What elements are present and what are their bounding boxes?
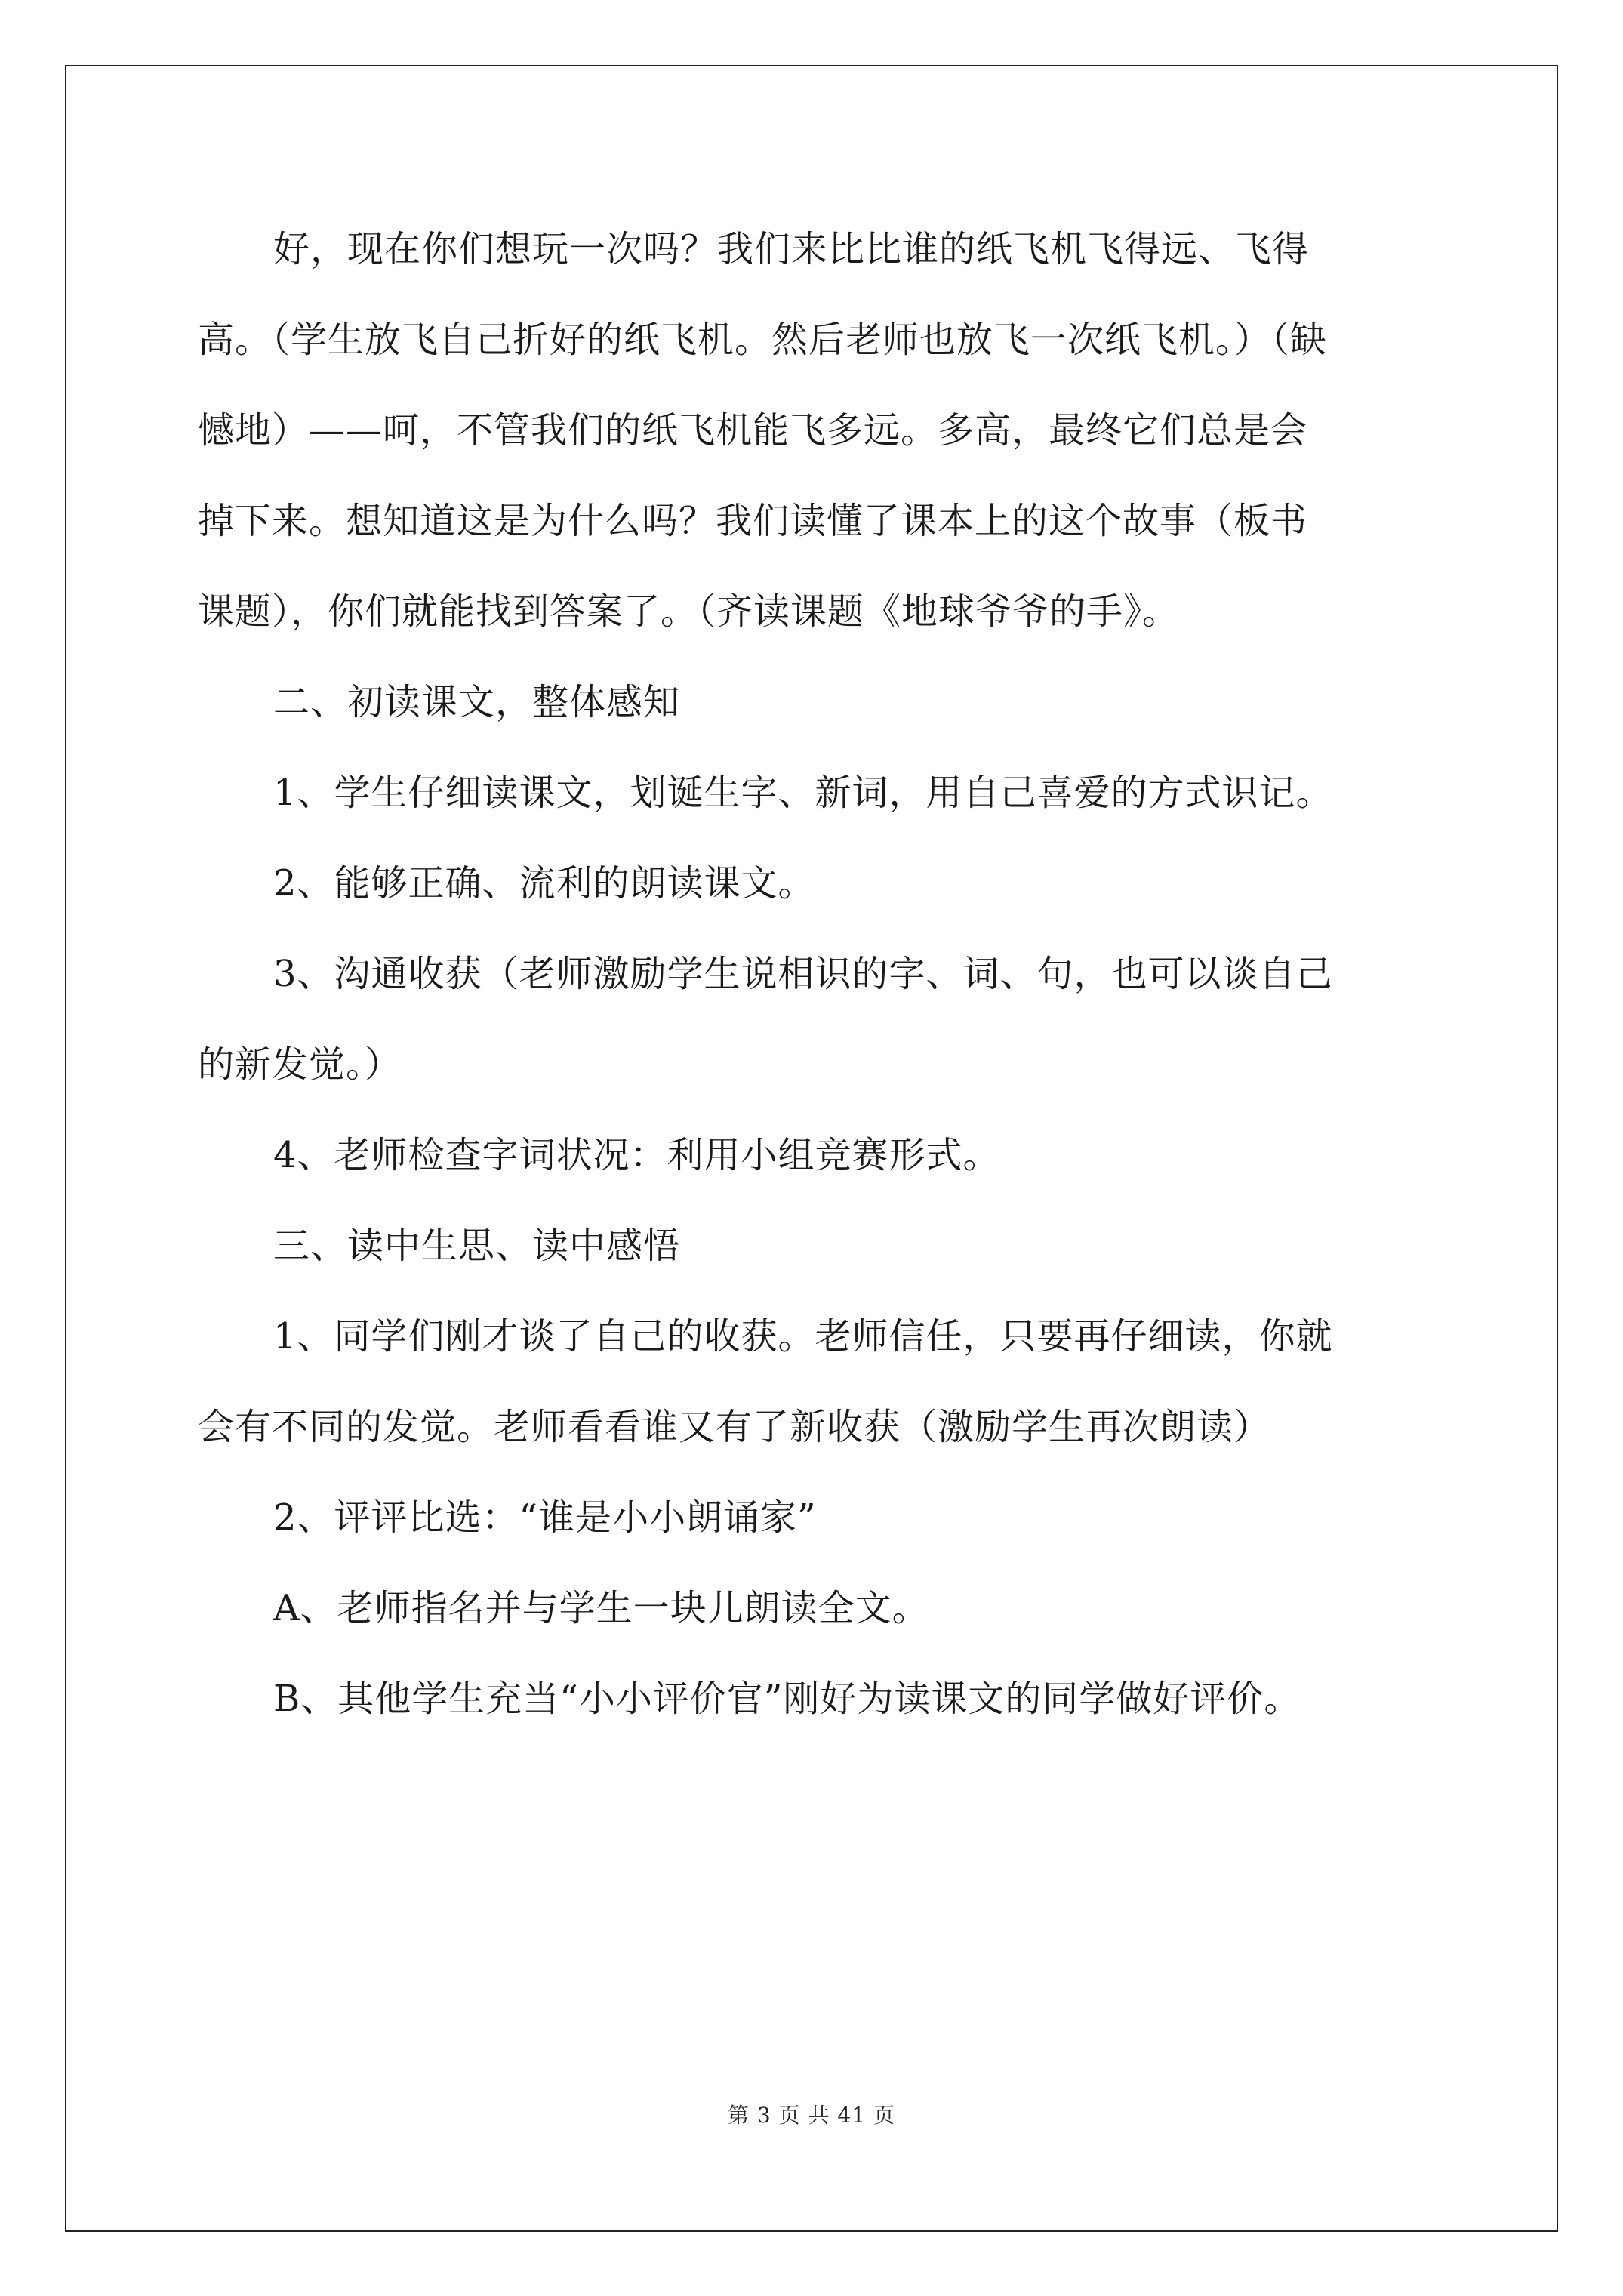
list-item: 2、能够正确、流利的朗读课文。 xyxy=(273,862,815,905)
list-item: 4、老师检查字词状况：利用小组竞赛形式。 xyxy=(273,1134,1000,1176)
list-item-continuation: 的新发觉。） xyxy=(198,1043,402,1086)
paragraph-line: 憾地）——呵，不管我们的纸飞机能飞多远。多高，最终它们总是会 xyxy=(198,409,1308,451)
list-item: 2、评评比选：“谁是小小朗诵家” xyxy=(273,1496,817,1539)
list-item: 3、沟通收获（老师激励学生说相识的字、词、句，也可以谈自己 xyxy=(273,953,1333,995)
section-heading: 二、初读课文，整体感知 xyxy=(273,681,681,723)
list-item: 1、学生仔细读课文，划诞生字、新词，用自己喜爱的方式识记。 xyxy=(273,772,1333,814)
paragraph-line: 课题），你们就能找到答案了。（齐读课题《地球爷爷的手》。 xyxy=(198,590,1180,633)
list-item: A、老师指名并与学生一块儿朗读全文。 xyxy=(273,1587,929,1629)
document-body xyxy=(198,204,1443,1744)
paragraph-line: 好，现在你们想玩一次吗？我们来比比谁的纸飞机飞得远、飞得 xyxy=(273,228,1310,270)
paragraph-line: 高。（学生放飞自己折好的纸飞机。然后老师也放飞一次纸飞机。）（缺 xyxy=(198,319,1328,361)
list-item: 1、同学们刚才谈了自己的收获。老师信任，只要再仔细读，你就 xyxy=(273,1315,1333,1358)
list-item: B、其他学生充当“小小评价官”刚好为读课文的同学做好评价。 xyxy=(273,1678,1301,1720)
paragraph-line: 掉下来。想知道这是为什么吗？我们读懂了课本上的这个故事（板书 xyxy=(198,500,1308,542)
section-heading: 三、读中生思、读中感悟 xyxy=(273,1225,681,1267)
list-item-continuation: 会有不同的发觉。老师看看谁又有了新收获（激励学生再次朗读） xyxy=(198,1406,1271,1448)
page-number: 第 3 页 共 41 页 xyxy=(728,2103,895,2128)
